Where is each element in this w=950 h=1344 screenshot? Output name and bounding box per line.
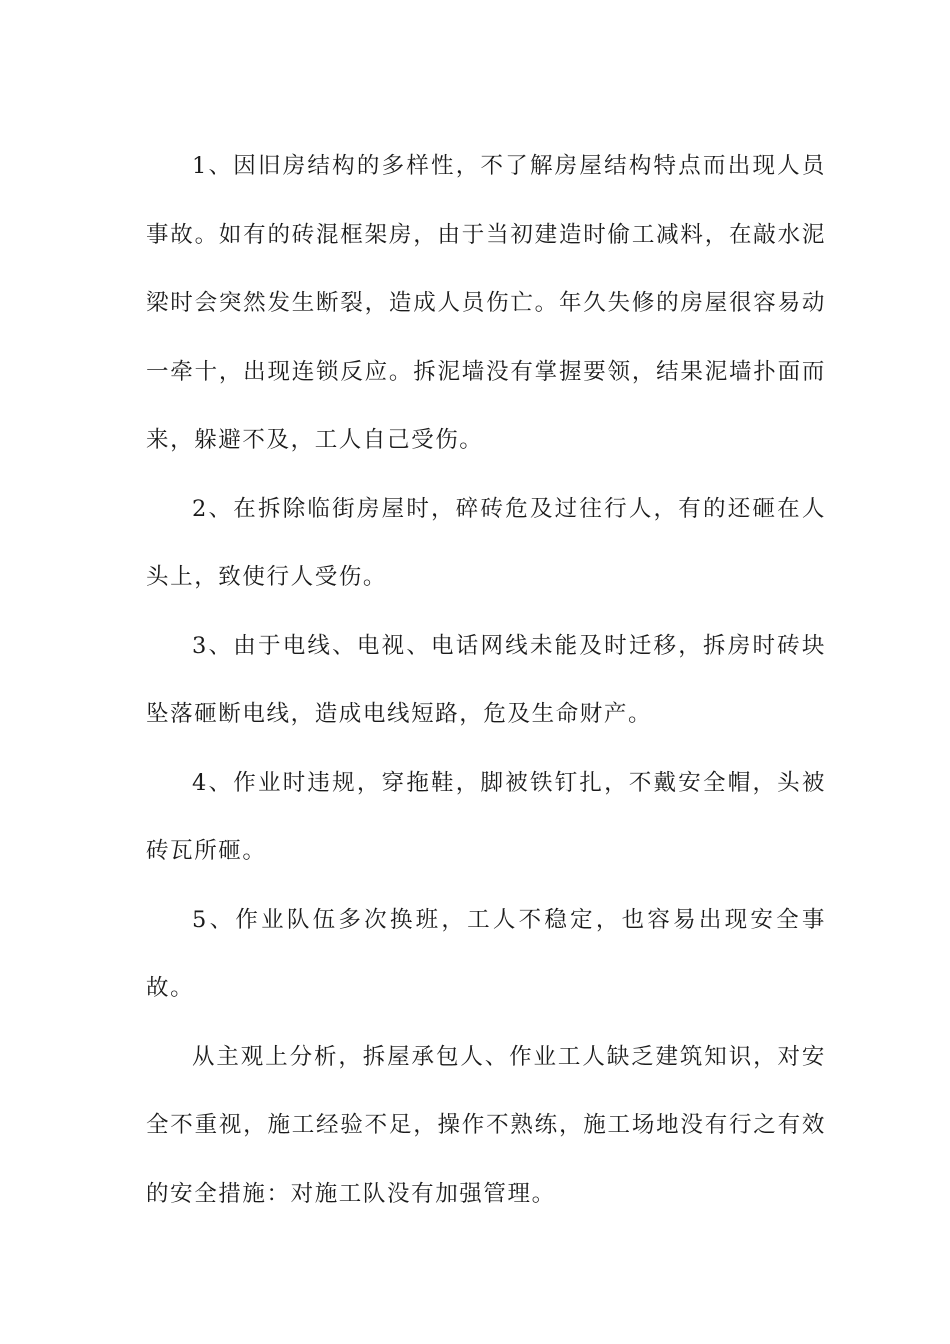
- paragraph-1: 1、因旧房结构的多样性，不了解房屋结构特点而出现人员事故。如有的砖混框架房，由于当初建造时偷工减料，在敲水泥梁时会突然发生断裂，造成人员伤亡。年久失修的房屋很容易动一牵十，出现连锁反应。拆泥墙没有掌握要领，结果泥墙扑面而来，躲避不及，工人自己受伤。: [146, 153, 826, 453]
- paragraph-3: 3、由于电线、电视、电话网线未能及时迁移，拆房时砖块坠落砸断电线，造成电线短路，危及生命财产。: [146, 632, 826, 727]
- paragraph-4: 4、作业时违规，穿拖鞋，脚被铁钉扎，不戴安全帽，头被砖瓦所砸。: [146, 769, 826, 864]
- document-body: [146, 132, 826, 1228]
- paragraph-5: 5、作业队伍多次换班，工人不稳定，也容易出现安全事故。: [146, 906, 826, 1001]
- paragraph-6: 从主观上分析，拆屋承包人、作业工人缺乏建筑知识，对安全不重视，施工经验不足，操作不熟练，施工场地没有行之有效的安全措施：对施工队没有加强管理。: [146, 1043, 826, 1207]
- paragraph-2: 2、在拆除临街房屋时，碎砖危及过往行人，有的还砸在人头上，致使行人受伤。: [146, 495, 826, 590]
